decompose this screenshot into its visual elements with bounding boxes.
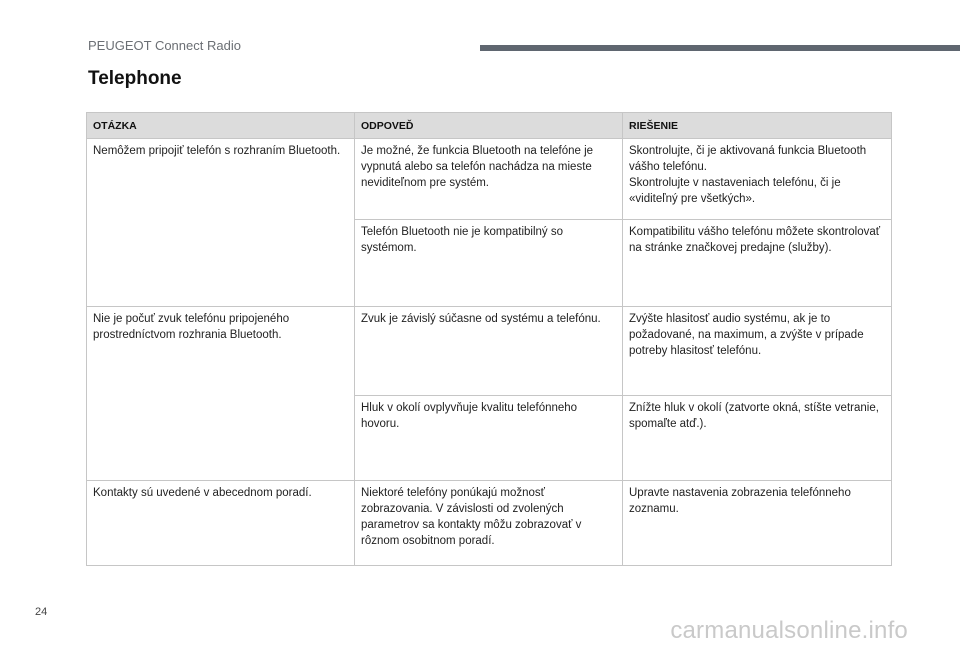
- column-header-answer: ODPOVEĎ: [355, 113, 623, 139]
- answer-cell: [355, 220, 623, 307]
- column-header-solution: RIEŠENIE: [623, 113, 892, 139]
- solution-text: Znížte hluk v okolí (zatvorte okná, stíšte vetranie, spomaľte atď.).: [629, 402, 879, 430]
- solution-text: Upravte nastavenia zobrazenia telefónneho zoznamu.: [629, 487, 851, 515]
- question-cell: [87, 481, 355, 566]
- question-text: Kontakty sú uvedené v abecednom poradí.: [93, 487, 312, 499]
- answer-text: Niektoré telefóny ponúkajú možnosť zobrazovania. V závislosti od zvolených parametrov sa kontakty môžu zobrazovať v rôznom osobitnom poradí.: [361, 487, 582, 547]
- answer-text: Zvuk je závislý súčasne od systému a telefónu.: [361, 313, 601, 325]
- watermark-text[interactable]: carmanualsonline.info: [670, 617, 908, 644]
- solution-text: Kompatibilitu vášho telefónu môžete skontrolovať na stránke značkovej predajne (služby).: [629, 226, 881, 254]
- answer-cell: [355, 139, 623, 220]
- header-brand-title: PEUGEOT Connect Radio: [88, 38, 241, 53]
- answer-cell: [355, 396, 623, 481]
- page-title: Telephone: [88, 68, 182, 89]
- page-number: 24: [35, 606, 48, 618]
- column-header-question: OTÁZKA: [87, 113, 355, 139]
- header-decorative-bar: [480, 45, 960, 51]
- solution-cell: [623, 139, 892, 220]
- solution-cell: [623, 220, 892, 307]
- table-row: [87, 139, 892, 220]
- solution-cell: [623, 481, 892, 566]
- troubleshooting-table: [86, 112, 892, 566]
- table-row: [87, 307, 892, 396]
- question-cell: [87, 307, 355, 481]
- answer-cell: [355, 307, 623, 396]
- table-row: [87, 481, 892, 566]
- table-header-row: [87, 113, 892, 139]
- question-text: Nemôžem pripojiť telefón s rozhraním Bluetooth.: [93, 145, 341, 157]
- question-text: Nie je počuť zvuk telefónu pripojeného prostredníctvom rozhrania Bluetooth.: [93, 313, 290, 341]
- solution-cell: [623, 307, 892, 396]
- answer-text: Hluk v okolí ovplyvňuje kvalitu telefónneho hovoru.: [361, 402, 578, 430]
- solution-text: Zvýšte hlasitosť audio systému, ak je to požadované, na maximum, a zvýšte v prípade potreby hlasitosť telefónu.: [629, 313, 864, 357]
- solution-cell: [623, 396, 892, 481]
- answer-text: Telefón Bluetooth nie je kompatibilný so systémom.: [361, 226, 564, 254]
- question-cell: [87, 139, 355, 307]
- solution-text: Skontrolujte, či je aktivovaná funkcia Bluetooth vášho telefónu. Skontrolujte v nastaveniach telefónu, či je «viditeľný pre všetkých».: [629, 145, 867, 205]
- answer-cell: [355, 481, 623, 566]
- answer-text: Je možné, že funkcia Bluetooth na telefóne je vypnutá alebo sa telefón nachádza na mieste neviditeľnom pre systém.: [361, 145, 594, 189]
